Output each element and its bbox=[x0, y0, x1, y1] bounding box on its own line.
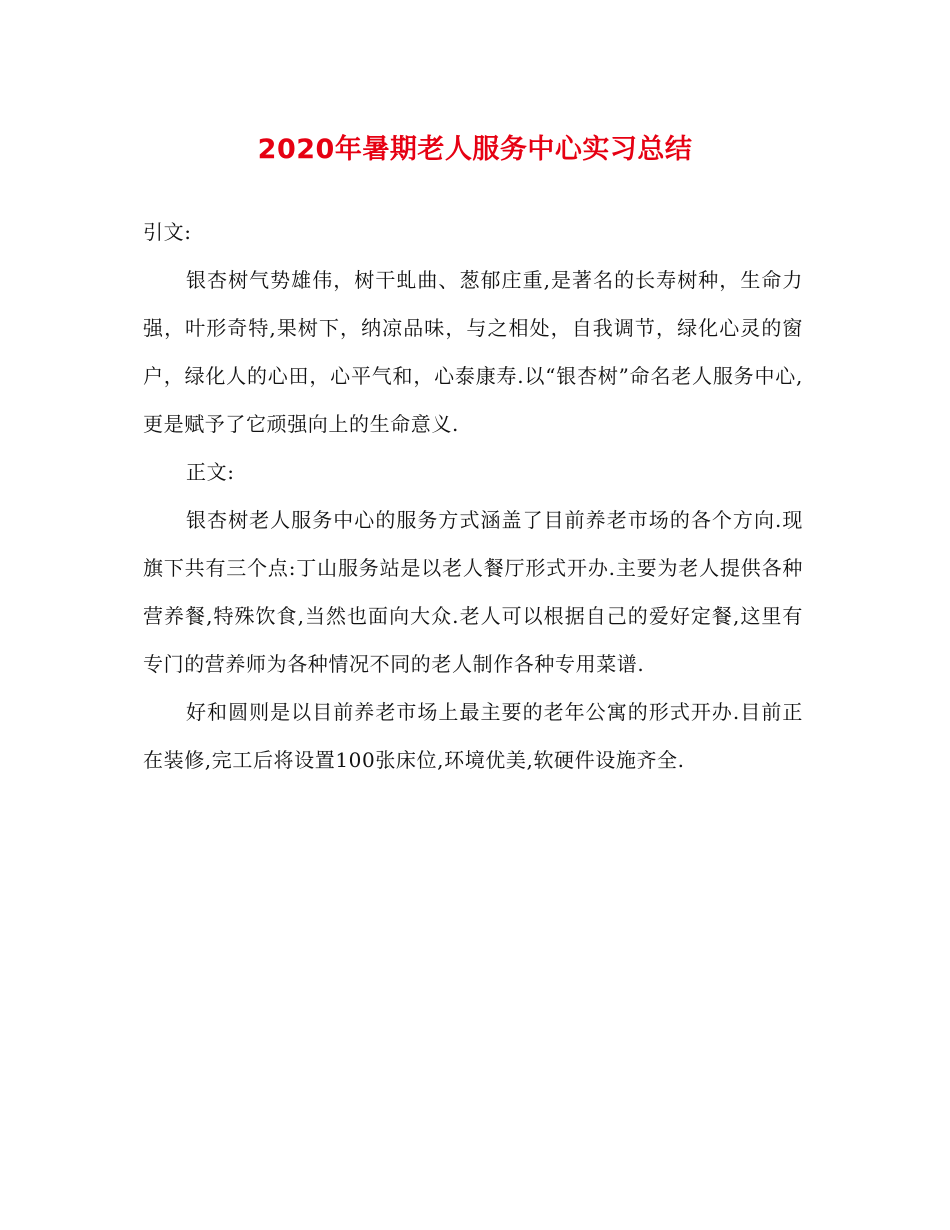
paragraph-intro-label: 引文: bbox=[143, 220, 192, 244]
paragraph-intro-text: 银杏树气势雄伟，树干虬曲、葱郁庄重,是著名的长寿树种，生命力强，叶形奇特,果树下，纳凉品味，与之相处，自我调节，绿化心灵的窗户，绿化人的心田，心平气和，心泰康寿.以“银杏树”命名老人服务中心,更是赋予了它顽强向上的生命意义. bbox=[143, 268, 803, 436]
paragraph-service-overview: 银杏树老人服务中心的服务方式涵盖了目前养老市场的各个方向.现旗下共有三个点:丁山服务站是以老人餐厅形式开办.主要为老人提供各种营养餐,特殊饮食,当然也面向大众.老人可以根据自己的爱好定餐,这里有专门的营养师为各种情况不同的老人制作各种专用菜谱. bbox=[143, 508, 803, 676]
paragraph-main-label: 正文: bbox=[186, 460, 235, 484]
document-title: 2020年暑期老人服务中心实习总结 bbox=[257, 134, 693, 165]
paragraph-apartment: 好和圆则是以目前养老市场上最主要的老年公寓的形式开办.目前正在装修,完工后将设置100张床位,环境优美,软硬件设施齐全. bbox=[143, 700, 803, 772]
document-body bbox=[143, 208, 803, 784]
